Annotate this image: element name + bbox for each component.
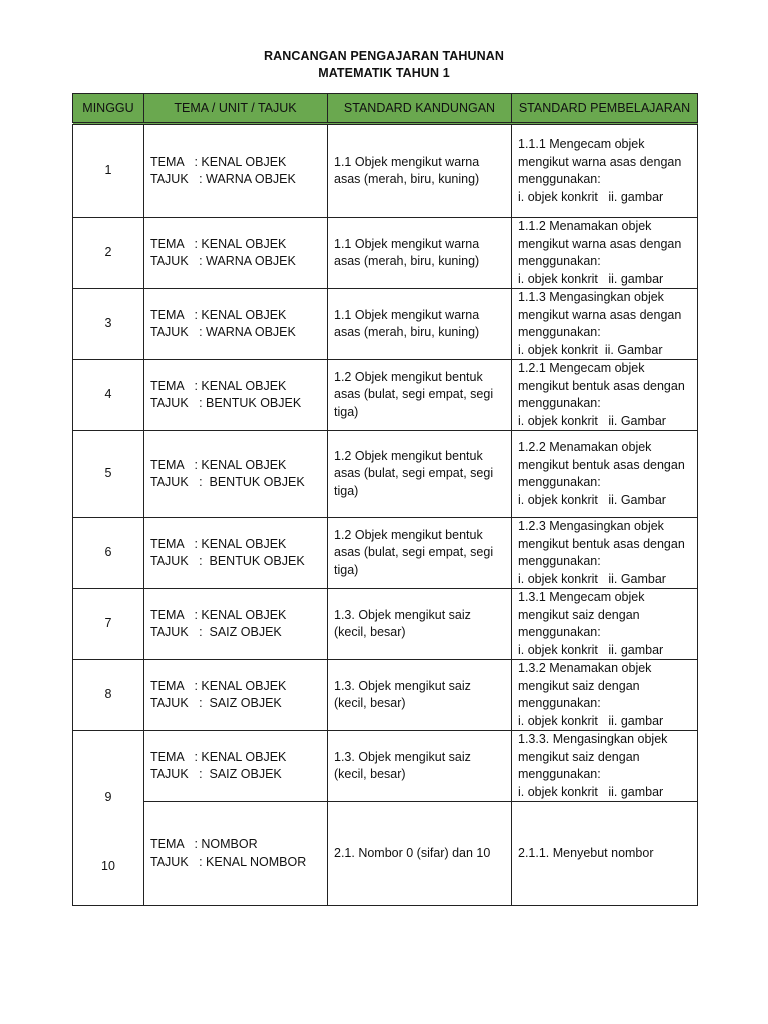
sp-line: 1.2.2 Menamakan objek [518, 440, 652, 454]
standard-pembelajaran-cell [512, 660, 698, 731]
tema-line: TEMA : KENAL OBJEK [150, 536, 287, 551]
table-row [73, 218, 698, 289]
tema-cell [144, 218, 328, 289]
sp-line: menggunakan: [518, 554, 601, 568]
tema-cell [144, 802, 328, 906]
sp-line: menggunakan: [518, 396, 601, 410]
standard-kandungan-cell [328, 589, 512, 660]
sk-line: 1.3. Objek mengikut saiz [334, 607, 471, 622]
standard-kandungan-cell [328, 218, 512, 289]
standard-pembelajaran-cell [512, 431, 698, 518]
standard-pembelajaran-cell [512, 731, 698, 802]
tema-line: TEMA : KENAL OBJEK [150, 236, 287, 251]
tema-line: TEMA : KENAL OBJEK [150, 607, 287, 622]
sk-line: 2.1. Nombor 0 (sifar) dan 10 [334, 845, 491, 860]
standard-kandungan-cell [328, 360, 512, 431]
tema-cell [144, 518, 328, 589]
title-block [0, 48, 768, 82]
week-number: 10 [101, 859, 115, 873]
tajuk-line: TAJUK : WARNA OBJEK [150, 172, 296, 186]
week-number: 6 [73, 518, 144, 589]
sp-line: 2.1.1. Menyebut nombor [518, 845, 654, 860]
week-number: 1 [73, 124, 144, 218]
sp-line: 1.1.3 Mengasingkan objek [518, 290, 664, 304]
sp-line: menggunakan: [518, 625, 601, 639]
sp-line: i. objek konkrit ii. Gambar [518, 413, 666, 428]
week-number: 8 [73, 660, 144, 731]
tema-cell [144, 431, 328, 518]
sp-line: mengikut warna asas dengan [518, 307, 682, 322]
header-standard-kandungan: STANDARD KANDUNGAN [328, 94, 512, 124]
tajuk-line: TAJUK : BENTUK OBJEK [150, 554, 305, 568]
standard-kandungan-cell [328, 802, 512, 906]
sk-line: asas (merah, biru, kuning) [334, 325, 480, 339]
tema-line: TEMA : KENAL OBJEK [150, 749, 287, 764]
standard-pembelajaran-cell [512, 802, 698, 906]
sk-line: 1.2 Objek mengikut bentuk [334, 369, 483, 384]
sk-line: tiga) [334, 404, 359, 419]
table-row [73, 731, 698, 802]
sk-line: (kecil, besar) [334, 625, 406, 639]
week-number: 4 [73, 360, 144, 431]
sp-line: 1.2.3 Mengasingkan objek [518, 519, 664, 533]
document-title: RANCANGAN PENGAJARAN TAHUNAN [263, 49, 505, 63]
sp-line: mengikut saiz dengan [518, 749, 640, 764]
table-row [73, 289, 698, 360]
sp-line: i. objek konkrit ii. gambar [518, 189, 664, 204]
standard-pembelajaran-cell [512, 518, 698, 589]
table-row [73, 660, 698, 731]
week-number: 5 [73, 431, 144, 518]
table-row [73, 518, 698, 589]
sp-line: menggunakan: [518, 696, 601, 710]
sk-line: 1.1 Objek mengikut warna [334, 236, 480, 251]
sk-line: (kecil, besar) [334, 696, 406, 710]
standard-pembelajaran-cell [512, 589, 698, 660]
standard-kandungan-cell [328, 518, 512, 589]
sk-line: 1.2 Objek mengikut bentuk [334, 448, 483, 463]
standard-pembelajaran-cell [512, 218, 698, 289]
sp-line: mengikut bentuk asas dengan [518, 378, 685, 393]
week-number: 2 [73, 218, 144, 289]
sp-line: 1.1.1 Mengecam objek [518, 137, 645, 151]
sp-line: menggunakan: [518, 325, 601, 339]
sk-line: asas (merah, biru, kuning) [334, 254, 480, 268]
tema-line: TEMA : KENAL OBJEK [150, 154, 287, 169]
sp-line: menggunakan: [518, 767, 601, 781]
sk-line: asas (bulat, segi empat, segi [334, 466, 494, 481]
sp-line: 1.3.3. Mengasingkan objek [518, 732, 668, 746]
sp-line: i. objek konkrit ii. Gambar [518, 571, 666, 586]
tema-cell [144, 124, 328, 218]
sp-line: i. objek konkrit ii. gambar [518, 713, 664, 728]
tema-cell [144, 360, 328, 431]
header-standard-pembelajaran: STANDARD PEMBELAJARAN [512, 94, 698, 124]
sp-line: 1.3.2 Menamakan objek [518, 661, 652, 675]
tema-line: TEMA : KENAL OBJEK [150, 378, 287, 393]
sp-line: 1.2.1 Mengecam objek [518, 361, 645, 375]
tema-cell [144, 589, 328, 660]
tajuk-line: TAJUK : SAIZ OBJEK [150, 767, 282, 781]
sk-line: 1.1 Objek mengikut warna [334, 154, 480, 169]
lesson-plan-table [72, 93, 698, 906]
sk-line: asas (bulat, segi empat, segi [334, 387, 494, 402]
standard-kandungan-cell [328, 660, 512, 731]
standard-kandungan-cell [328, 731, 512, 802]
header-minggu: MINGGU [73, 94, 144, 124]
table-row [73, 431, 698, 518]
sk-line: asas (merah, biru, kuning) [334, 172, 480, 186]
sk-line: 1.2 Objek mengikut bentuk [334, 527, 483, 542]
sp-line: mengikut bentuk asas dengan [518, 457, 685, 472]
tajuk-line: TAJUK : SAIZ OBJEK [150, 625, 282, 639]
sk-line: tiga) [334, 483, 359, 498]
week-number: 7 [73, 589, 144, 660]
sp-line: i. objek konkrit ii. gambar [518, 784, 664, 799]
tema-line: TEMA : KENAL OBJEK [150, 678, 287, 693]
standard-kandungan-cell [328, 124, 512, 218]
tema-line: TEMA : KENAL OBJEK [150, 307, 287, 322]
sp-line: menggunakan: [518, 475, 601, 489]
standard-pembelajaran-cell [512, 124, 698, 218]
sk-line: tiga) [334, 562, 359, 577]
week-number: 3 [73, 289, 144, 360]
sk-line: 1.1 Objek mengikut warna [334, 307, 480, 322]
tema-cell [144, 731, 328, 802]
standard-kandungan-cell [328, 431, 512, 518]
week-number-merged [73, 731, 144, 906]
tema-line: TEMA : KENAL OBJEK [150, 457, 287, 472]
sp-line: mengikut warna asas dengan [518, 154, 682, 169]
tema-line: TEMA : NOMBOR [150, 837, 258, 851]
tajuk-line: TAJUK : SAIZ OBJEK [150, 696, 282, 710]
header-row [73, 94, 698, 124]
sp-line: menggunakan: [518, 172, 601, 186]
standard-pembelajaran-cell [512, 289, 698, 360]
standard-kandungan-cell [328, 289, 512, 360]
table-row [73, 124, 698, 218]
sp-line: mengikut bentuk asas dengan [518, 536, 685, 551]
sp-line: mengikut saiz dengan [518, 607, 640, 622]
sp-line: 1.1.2 Menamakan objek [518, 219, 652, 233]
sp-line: i. objek konkrit ii. gambar [518, 271, 664, 286]
table-row [73, 802, 698, 906]
sk-line: 1.3. Objek mengikut saiz [334, 678, 471, 693]
sp-line: i. objek konkrit ii. gambar [518, 642, 664, 657]
tajuk-line: TAJUK : KENAL NOMBOR [150, 854, 307, 869]
tema-cell [144, 660, 328, 731]
sp-line: 1.3.1 Mengecam objek [518, 590, 645, 604]
table-row [73, 360, 698, 431]
sp-line: i. objek konkrit ii. Gambar [518, 492, 666, 507]
sk-line: asas (bulat, segi empat, segi [334, 545, 494, 560]
week-number: 9 [104, 790, 112, 804]
tajuk-line: TAJUK : WARNA OBJEK [150, 325, 296, 339]
sk-line: (kecil, besar) [334, 767, 406, 781]
sp-line: menggunakan: [518, 254, 601, 268]
sp-line: mengikut saiz dengan [518, 678, 640, 693]
table-row [73, 589, 698, 660]
sp-line: mengikut warna asas dengan [518, 236, 682, 251]
sk-line: 1.3. Objek mengikut saiz [334, 749, 471, 764]
tajuk-line: TAJUK : BENTUK OBJEK [150, 475, 305, 489]
tajuk-line: TAJUK : WARNA OBJEK [150, 254, 296, 268]
sp-line: i. objek konkrit ii. Gambar [518, 342, 663, 357]
header-tema: TEMA / UNIT / TAJUK [144, 94, 328, 124]
document-subtitle: MATEMATIK TAHUN 1 [318, 66, 450, 80]
tema-cell [144, 289, 328, 360]
tajuk-line: TAJUK : BENTUK OBJEK [150, 396, 302, 410]
standard-pembelajaran-cell [512, 360, 698, 431]
